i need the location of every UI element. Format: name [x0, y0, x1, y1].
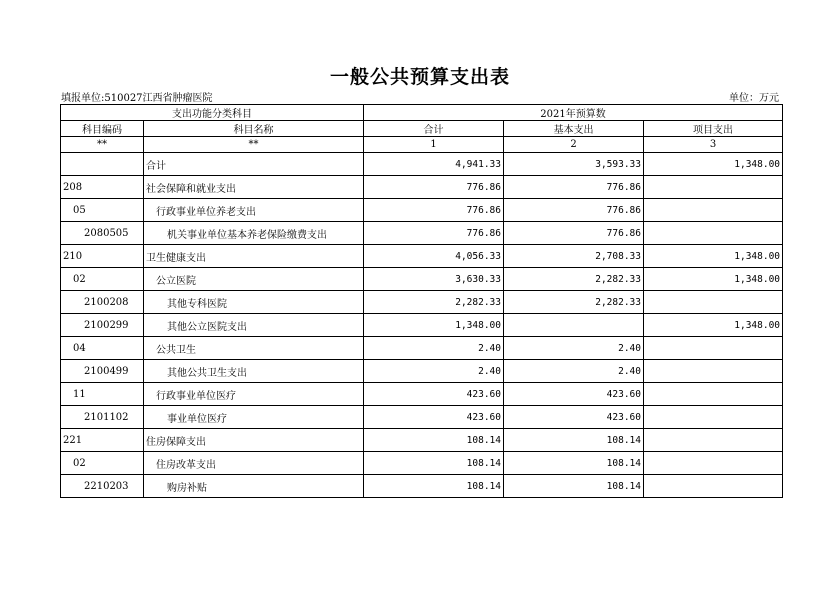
row-basic: 776.86 [504, 176, 644, 199]
row-total: 423.60 [364, 383, 504, 406]
table-row [61, 176, 783, 199]
row-project [644, 176, 783, 199]
row-basic: 776.86 [504, 222, 644, 245]
currency-unit: 单位：万元 [729, 93, 779, 104]
row-code: 2080505 [61, 222, 144, 245]
row-basic: 423.60 [504, 383, 644, 406]
header-func-group: 支出功能分类科目 [61, 105, 364, 121]
header-basic-index: 2 [504, 137, 644, 153]
header-name: 科目名称 [144, 121, 364, 137]
table-row [61, 406, 783, 429]
row-total: 2,282.33 [364, 291, 504, 314]
row-basic: 108.14 [504, 475, 644, 498]
page-title: 一般公共预算支出表 [329, 66, 510, 88]
row-name: 其他公共卫生支出 [144, 360, 364, 383]
header-project: 项目支出 [644, 121, 783, 137]
table-row [61, 429, 783, 452]
row-project [644, 383, 783, 406]
row-basic: 108.14 [504, 429, 644, 452]
row-name: 其他专科医院 [144, 291, 364, 314]
row-project [644, 429, 783, 452]
row-name: 公立医院 [144, 268, 364, 291]
row-code: 2101102 [61, 406, 144, 429]
table-row [61, 337, 783, 360]
row-total: 4,056.33 [364, 245, 504, 268]
row-project [644, 360, 783, 383]
row-name: 卫生健康支出 [144, 245, 364, 268]
row-code: 02 [61, 452, 144, 475]
row-basic: 2.40 [504, 360, 644, 383]
row-code [61, 153, 144, 176]
row-total: 4,941.33 [364, 153, 504, 176]
row-project [644, 406, 783, 429]
row-code: 2100299 [61, 314, 144, 337]
row-total: 108.14 [364, 429, 504, 452]
row-code: 2210203 [61, 475, 144, 498]
row-code: 2100208 [61, 291, 144, 314]
row-total: 108.14 [364, 452, 504, 475]
row-basic: 423.60 [504, 406, 644, 429]
header-project-index: 3 [644, 137, 783, 153]
header-total: 合计 [364, 121, 504, 137]
row-name: 住房改革支出 [144, 452, 364, 475]
row-basic: 2,282.33 [504, 268, 644, 291]
row-code: 2100499 [61, 360, 144, 383]
table-row [61, 383, 783, 406]
row-code: 11 [61, 383, 144, 406]
header-code: 科目编码 [61, 121, 144, 137]
header-index-row [61, 137, 783, 153]
row-project [644, 475, 783, 498]
table-row [61, 245, 783, 268]
row-code: 208 [61, 176, 144, 199]
table-row [61, 360, 783, 383]
table-row [61, 475, 783, 498]
table-row [61, 291, 783, 314]
header-col-row [61, 121, 783, 137]
row-basic: 776.86 [504, 199, 644, 222]
header-total-index: 1 [364, 137, 504, 153]
row-total: 776.86 [364, 176, 504, 199]
header-budget-group: 2021年预算数 [364, 105, 783, 121]
row-code: 05 [61, 199, 144, 222]
row-project [644, 337, 783, 360]
row-code: 04 [61, 337, 144, 360]
table-row [61, 314, 783, 337]
header-group-row [61, 105, 783, 121]
expenditure-table [60, 104, 783, 498]
reporting-unit: 填报单位:510027江西省肿瘤医院 [61, 93, 213, 104]
row-project: 1,348.00 [644, 245, 783, 268]
row-project [644, 291, 783, 314]
row-basic: 2,708.33 [504, 245, 644, 268]
row-project [644, 452, 783, 475]
row-total: 776.86 [364, 222, 504, 245]
row-name: 合计 [144, 153, 364, 176]
row-project [644, 222, 783, 245]
row-total: 776.86 [364, 199, 504, 222]
row-project [644, 199, 783, 222]
row-code: 221 [61, 429, 144, 452]
row-code: 02 [61, 268, 144, 291]
table-row [61, 222, 783, 245]
row-total: 108.14 [364, 475, 504, 498]
row-name: 购房补贴 [144, 475, 364, 498]
table-row [61, 452, 783, 475]
header-code-index: ** [61, 137, 144, 153]
row-name: 机关事业单位基本养老保险缴费支出 [144, 222, 364, 245]
row-name: 行政事业单位医疗 [144, 383, 364, 406]
row-name: 事业单位医疗 [144, 406, 364, 429]
row-total: 2.40 [364, 337, 504, 360]
header-basic: 基本支出 [504, 121, 644, 137]
row-code: 210 [61, 245, 144, 268]
row-name: 行政事业单位养老支出 [144, 199, 364, 222]
row-total: 3,630.33 [364, 268, 504, 291]
row-basic: 108.14 [504, 452, 644, 475]
row-name: 其他公立医院支出 [144, 314, 364, 337]
row-name: 公共卫生 [144, 337, 364, 360]
table-row [61, 199, 783, 222]
table-row [61, 268, 783, 291]
row-project: 1,348.00 [644, 314, 783, 337]
row-project: 1,348.00 [644, 153, 783, 176]
row-name: 住房保障支出 [144, 429, 364, 452]
row-basic: 2.40 [504, 337, 644, 360]
row-basic: 2,282.33 [504, 291, 644, 314]
table-row [61, 153, 783, 176]
row-name: 社会保障和就业支出 [144, 176, 364, 199]
row-basic [504, 314, 644, 337]
row-total: 2.40 [364, 360, 504, 383]
row-project: 1,348.00 [644, 268, 783, 291]
row-total: 423.60 [364, 406, 504, 429]
header-name-index: ** [144, 137, 364, 153]
row-total: 1,348.00 [364, 314, 504, 337]
row-basic: 3,593.33 [504, 153, 644, 176]
